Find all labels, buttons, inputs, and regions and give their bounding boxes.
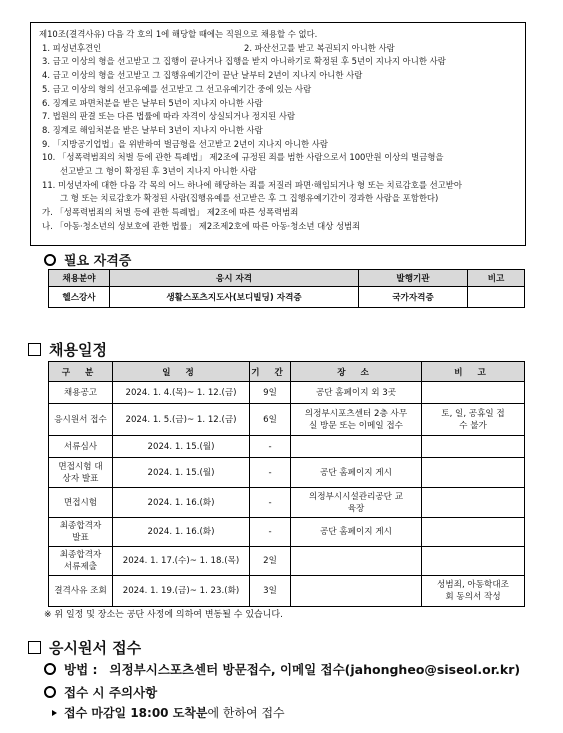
disq-item-10b: 선고받고 그 형이 확정된 후 3년이 지나지 아니한 사람	[60, 166, 257, 177]
col-header: 비고	[468, 270, 525, 287]
table-cell	[291, 547, 422, 576]
application-title: 응시원서 접수	[49, 639, 142, 657]
disq-item-10a: 10. 「성폭력범죄의 처벌 등에 관한 특례법」 제2조에 규정된 죄를 범한 사람으로서 100만원 이상의 벌금형을	[42, 152, 444, 163]
qualification-table	[48, 269, 525, 308]
col-header: 채용분야	[49, 270, 110, 287]
disq-item-11c: 가. 「성폭력범죄의 처벌 등에 관한 특례법」 제2조에 따른 성폭력범죄	[42, 207, 299, 218]
table-cell: 2024. 1. 19.(금)~ 1. 23.(화)	[113, 576, 250, 607]
method-value: 의정부시스포츠센터 방문접수, 이메일 접수(jahongheo@siseol.or.kr)	[109, 662, 521, 677]
col-header: 응시 자격	[110, 270, 359, 287]
table-cell: 의정부시시설관리공단 교육장	[291, 488, 422, 518]
table-cell: 2일	[250, 547, 291, 576]
disq-item-4: 4. 금고 이상의 형을 선고받고 그 집행유예기간이 끝난 날부터 2년이 지나지 아니한 사람	[42, 70, 363, 81]
disq-item-11d: 나. 「아동·청소년의 성보호에 관한 법률」 제2조제2호에 따른 아동·청소년 대상 성범죄	[42, 220, 361, 231]
table-cell: 3일	[250, 576, 291, 607]
table-cell: 공단 홈페이지 게시	[291, 458, 422, 488]
table-cell	[422, 382, 525, 404]
schedule-table	[48, 361, 525, 607]
col-header: 기 간	[250, 362, 291, 382]
table-row	[49, 404, 525, 436]
table-row	[49, 518, 525, 547]
table-cell	[422, 458, 525, 488]
table-row	[49, 547, 525, 576]
table-cell: -	[250, 488, 291, 518]
application-heading	[28, 637, 141, 658]
disqualification-row-1-2	[39, 42, 519, 56]
schedule-heading	[28, 339, 107, 360]
schedule-footnote: ※ 위 일정 및 장소는 공단 사정에 의하여 변동될 수 있습니다.	[44, 610, 283, 620]
table-cell: 면접시험 대상자 발표	[49, 458, 113, 488]
col-header: 발행기관	[359, 270, 468, 287]
table-cell	[422, 488, 525, 518]
caution-label: 접수 시 주의사항	[64, 685, 158, 700]
square-bullet-icon	[28, 343, 41, 356]
table-cell: 최종합격자 발표	[49, 518, 113, 547]
table-cell	[468, 287, 525, 308]
table-cell: 의정부시포츠센터 2층 사무실 방문 또는 이메일 접수	[291, 404, 422, 436]
col-header: 일 정	[113, 362, 250, 382]
method-label: 방법 :	[64, 662, 98, 677]
qualification-heading	[44, 250, 131, 269]
table-row	[49, 488, 525, 518]
triangle-bullet-icon	[52, 710, 57, 716]
table-cell: 6일	[250, 404, 291, 436]
table-cell: 국가자격증	[359, 287, 468, 308]
table-cell: 결격사유 조회	[49, 576, 113, 607]
disq-item-7: 7. 법원의 판결 또는 다른 법률에 따라 자격이 상실되거나 정지된 사람	[42, 111, 296, 122]
table-cell	[291, 436, 422, 458]
table-cell: -	[250, 458, 291, 488]
table-cell: -	[250, 518, 291, 547]
table-cell: 2024. 1. 15.(월)	[113, 436, 250, 458]
table-row	[49, 436, 525, 458]
col-header: 장 소	[291, 362, 422, 382]
disq-item-6: 6. 징계로 파면처분을 받은 날부터 5년이 지나지 아니한 사람	[42, 97, 263, 108]
table-cell: 면접시험	[49, 488, 113, 518]
table-cell	[422, 518, 525, 547]
disq-item-5: 5. 금고 이상의 형의 선고유예를 선고받고 그 선고유예기간 중에 있는 사람	[42, 83, 312, 94]
col-header: 구 분	[49, 362, 113, 382]
disq-item-2: 2. 파산선고를 받고 복권되지 아니한 사람	[244, 42, 395, 53]
table-cell: 성범죄, 아동학대조회 동의서 작성	[422, 576, 525, 607]
table-cell	[422, 547, 525, 576]
square-bullet-icon	[28, 641, 41, 654]
table-cell: 2024. 1. 17.(수)~ 1. 18.(목)	[113, 547, 250, 576]
table-cell: 2024. 1. 15.(월)	[113, 458, 250, 488]
disq-item-3: 3. 금고 이상의 형을 선고받고 그 집행이 끝나거나 집행을 받지 아니하기로 확정된 후 5년이 지나지 아니한 사람	[42, 56, 446, 67]
table-row	[49, 287, 525, 308]
table-cell	[422, 436, 525, 458]
table-cell: 토, 일, 공휴일 접수 불가	[422, 404, 525, 436]
application-method	[44, 660, 520, 678]
table-cell: 채용공고	[49, 382, 113, 404]
deadline-bold-text: 접수 마감일 18:00 도착분	[64, 706, 208, 720]
table-cell: 2024. 1. 5.(금)~ 1. 12.(금)	[113, 404, 250, 436]
table-cell: 2024. 1. 16.(화)	[113, 488, 250, 518]
disq-item-11a: 11. 미성년자에 대한 다음 각 목의 어느 하나에 해당하는 죄를 저질러 파면·해임되거나 형 또는 치료감호를 선고받아	[42, 179, 462, 190]
table-cell: 헬스강사	[49, 287, 110, 308]
table-cell	[291, 576, 422, 607]
application-caution	[44, 683, 157, 701]
table-cell: 2024. 1. 16.(화)	[113, 518, 250, 547]
deadline-rest-text: 에 한하여 접수	[207, 706, 285, 720]
table-cell: 공단 홈페이지 외 3곳	[291, 382, 422, 404]
disq-item-11b: 그 형 또는 치료감호가 확정된 사람(집행유예를 선고받은 후 그 집행유예기간이 경과한 사람을 포함한다)	[60, 193, 439, 204]
table-row	[49, 458, 525, 488]
table-cell: 서류심사	[49, 436, 113, 458]
table-cell: -	[250, 436, 291, 458]
col-header: 비 고	[422, 362, 525, 382]
deadline-line	[52, 704, 285, 721]
disq-item-1: 1. 피성년후견인	[42, 42, 102, 53]
table-row	[49, 576, 525, 607]
disqualification-box	[30, 22, 526, 246]
table-cell: 생활스포츠지도사(보디빌딩) 자격증	[110, 287, 359, 308]
disqualification-heading: 제10조(결격사유) 다음 각 호의 1에 해당할 때에는 직원으로 채용할 수 없다.	[39, 29, 318, 39]
table-cell: 공단 홈페이지 게시	[291, 518, 422, 547]
table-cell: 응시원서 접수	[49, 404, 113, 436]
circle-bullet-icon	[44, 663, 56, 675]
table-cell: 9일	[250, 382, 291, 404]
disq-item-8: 8. 징계로 해임처분을 받은 날부터 3년이 지나지 아니한 사람	[42, 124, 263, 135]
disq-item-9: 9. 「지방공기업법」을 위반하여 벌금형을 선고받고 2년이 지나지 아니한 사람	[42, 138, 328, 149]
circle-bullet-icon	[44, 686, 56, 698]
table-header-row	[49, 270, 525, 287]
qualification-title: 필요 자격증	[64, 254, 132, 269]
table-row	[49, 382, 525, 404]
circle-bullet-icon	[44, 254, 56, 266]
table-cell: 2024. 1. 4.(목)~ 1. 12.(금)	[113, 382, 250, 404]
table-cell: 최종합격자 서류제출	[49, 547, 113, 576]
table-header-row	[49, 362, 525, 382]
schedule-title: 채용일정	[49, 341, 107, 359]
